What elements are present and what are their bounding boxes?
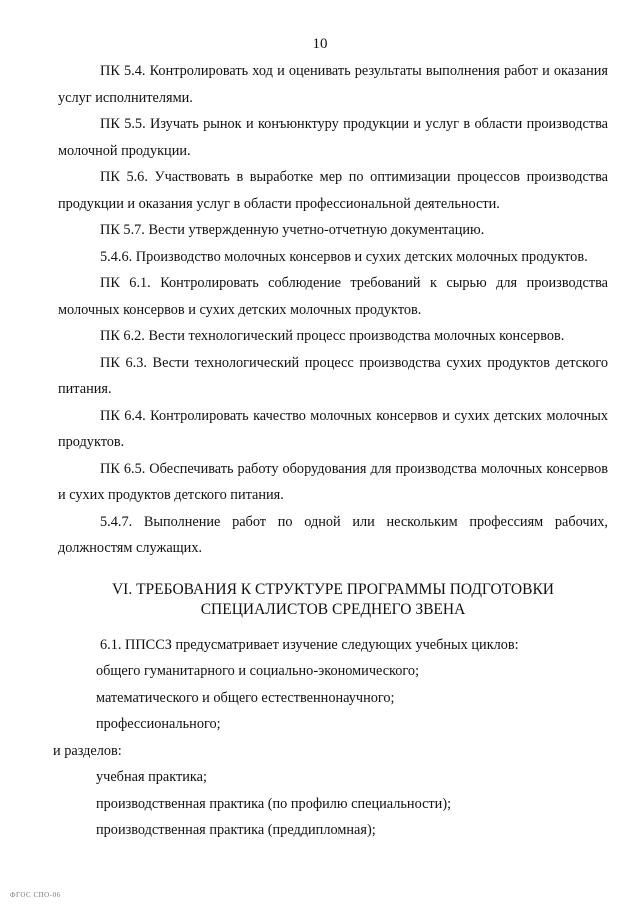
- paragraph-6-1: 6.1. ППССЗ предусматривает изучение следующих учебных циклов:: [100, 636, 519, 653]
- footer-stamp: ФГОС СПО-06: [10, 891, 61, 899]
- section-item: производственная практика (по профилю специальности);: [96, 795, 452, 812]
- paragraph-pk-5-7: ПК 5.7. Вести утвержденную учетно-отчетную документацию.: [100, 222, 485, 238]
- section-item: учебная практика;: [96, 769, 207, 785]
- paragraph-pk-6-2: ПК 6.2. Вести технологический процесс производства молочных консервов.: [100, 328, 565, 344]
- paragraph-pk-6-5: ПК 6.5. Обеспечивать работу оборудования для производства молочных консервов и сухих продуктов детского питания.: [58, 460, 608, 503]
- paragraph-pk-5-4: ПК 5.4. Контролировать ход и оценивать результаты выполнения работ и оказания услуг исполнителями.: [58, 63, 608, 106]
- paragraph-pk-5-6: ПК 5.6. Участвовать в выработке мер по оптимизации процессов производства продукции и оказания услуг в области профессиональной деятельности.: [58, 169, 608, 212]
- cycle-item: общего гуманитарного и социально-экономического;: [96, 663, 420, 679]
- paragraph-pk-6-3: ПК 6.3. Вести технологический процесс производства сухих продуктов детского питания.: [58, 354, 608, 397]
- cycle-item: математического и общего естественнонаучного;: [96, 689, 395, 706]
- cycle-item: профессионального;: [96, 716, 221, 732]
- paragraph-pk-6-4: ПК 6.4. Контролировать качество молочных консервов и сухих детских молочных продуктов.: [58, 407, 608, 450]
- paragraph-pk-5-5: ПК 5.5. Изучать рынок и конъюнктуру продукции и услуг в области производства молочной продукции.: [58, 116, 608, 159]
- document-body: [53, 58, 608, 844]
- section-heading-line-2: СПЕЦИАЛИСТОВ СРЕДНЕГО ЗВЕНА: [200, 600, 466, 618]
- paragraph-5-4-7: 5.4.7. Выполнение работ по одной или нескольким профессиям рабочих, должностям служащих.: [58, 513, 608, 556]
- page-number: 10: [312, 36, 328, 52]
- section-heading: [58, 580, 608, 620]
- section-heading-line-1: VI. ТРЕБОВАНИЯ К СТРУКТУРЕ ПРОГРАММЫ ПОДГОТОВКИ: [111, 580, 554, 598]
- paragraph-5-4-6: 5.4.6. Производство молочных консервов и сухих детских молочных продуктов.: [100, 248, 588, 265]
- and-sections-label: и разделов:: [53, 742, 122, 759]
- paragraph-pk-6-1: ПК 6.1. Контролировать соблюдение требований к сырью для производства молочных консервов и сухих детских молочных продуктов.: [58, 275, 608, 318]
- section-item: производственная практика (преддипломная);: [96, 822, 376, 838]
